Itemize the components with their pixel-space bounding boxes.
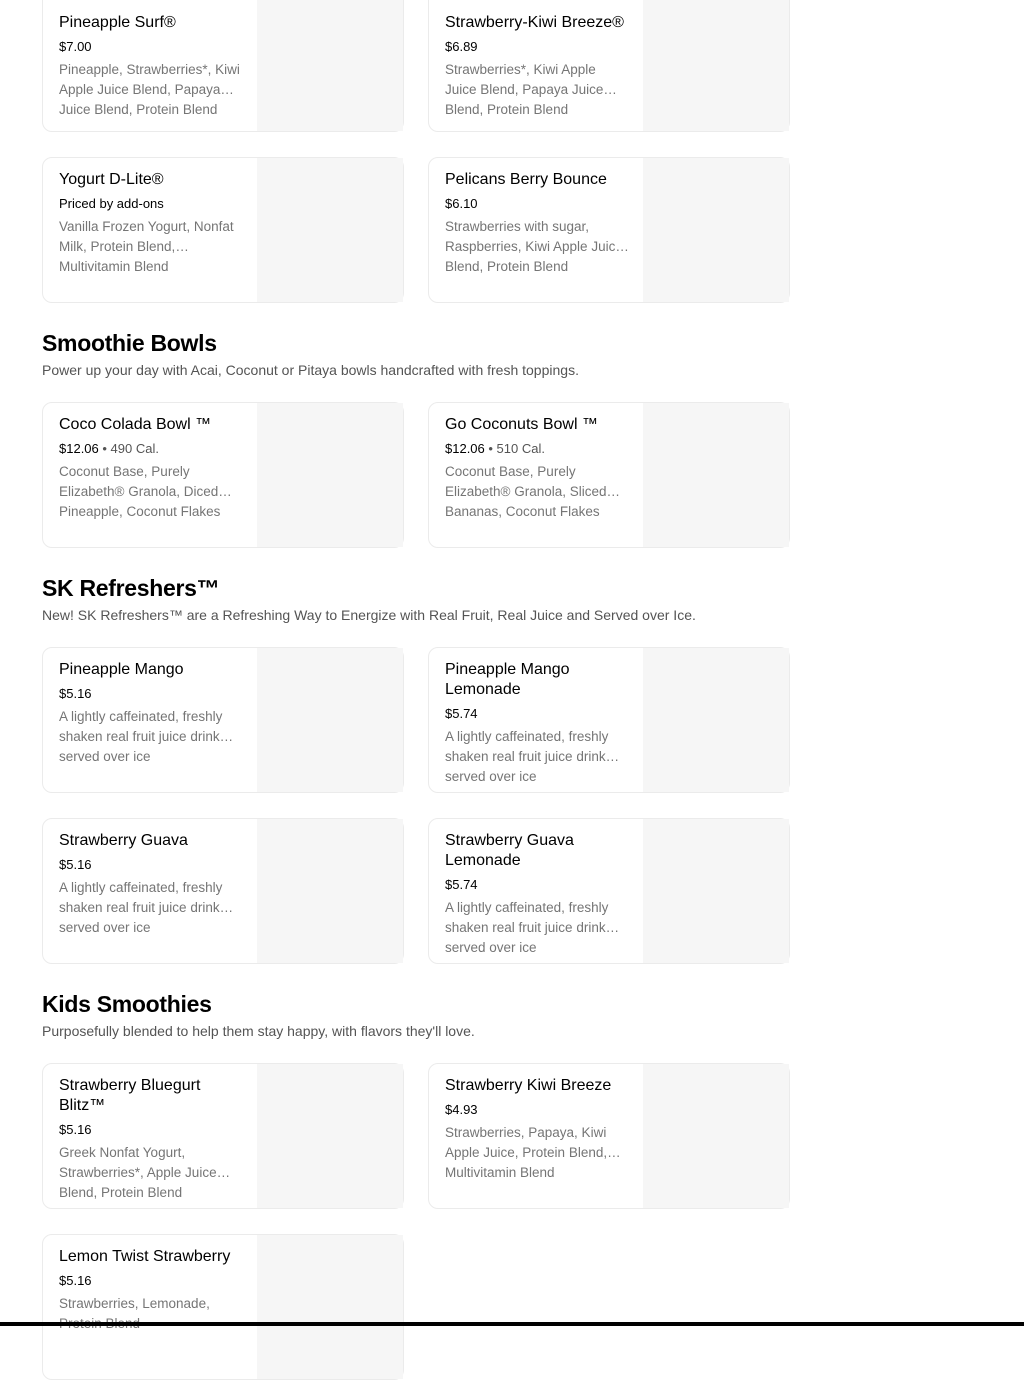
item-name: Pelicans Berry Bounce: [445, 171, 607, 188]
item-description: A lightly caffeinated, freshly shaken real fruit juice drink served over ice: [445, 729, 609, 784]
item-info: [445, 415, 629, 519]
item-price: $5.16: [59, 686, 92, 701]
menu-item-card[interactable]: [428, 1063, 790, 1209]
item-image-placeholder: [257, 819, 403, 963]
menu-item-card[interactable]: [428, 647, 790, 793]
item-description: Coconut Base, Purely Elizabeth® Granola, Diced Pineapple, Coconut Flakes: [59, 464, 221, 519]
item-name: Strawberry-Kiwi Breeze®: [445, 14, 624, 31]
section-subtitle: New! SK Refreshers™ are a Refreshing Way to Energize with Real Fruit, Real Juice and Served over Ice.: [42, 607, 696, 623]
item-info: [59, 660, 243, 764]
menu-item-card[interactable]: [42, 1063, 404, 1209]
item-info: [59, 1076, 243, 1200]
item-info: [59, 831, 243, 935]
item-price: $6.89: [445, 39, 478, 54]
item-info: [445, 831, 629, 955]
menu-item-card[interactable]: [42, 157, 404, 303]
menu-item-card[interactable]: [42, 402, 404, 548]
item-price: $5.74: [445, 877, 478, 892]
menu-item-card[interactable]: [428, 402, 790, 548]
item-description: Strawberries, Lemonade,: [59, 1296, 210, 1311]
item-image-placeholder: [643, 158, 789, 302]
item-name: Pineapple Mango: [59, 661, 184, 678]
item-description: Pineapple, Strawberries*, Kiwi Apple Juice Blend, Papaya Juice Blend, Protein Blend: [59, 62, 240, 117]
item-description: Strawberries with sugar, Raspberries, Kiwi Apple Juice Blend, Protein Blend: [445, 219, 623, 274]
item-image-placeholder: [257, 1235, 403, 1379]
item-name: Coco Colada Bowl ™: [59, 416, 212, 433]
menu-item-card[interactable]: [42, 647, 404, 793]
item-price: $5.16: [59, 857, 92, 872]
item-price: $5.16: [59, 1273, 92, 1288]
item-price: $6.10: [445, 196, 478, 211]
item-price: $5.74: [445, 706, 478, 721]
item-info: [59, 170, 243, 274]
item-description: Strawberries*, Kiwi Apple Juice Blend, Papaya Juice Blend, Protein Blend: [445, 62, 604, 117]
item-dot-separator: •: [484, 441, 497, 456]
menu-item-card[interactable]: [428, 818, 790, 964]
item-info: [445, 170, 629, 274]
item-name: Yogurt D-Lite®: [59, 171, 164, 188]
item-dot-separator: •: [98, 441, 111, 456]
item-image-placeholder: [257, 0, 403, 131]
menu-item-card[interactable]: [428, 0, 790, 132]
item-description: Coconut Base, Purely Elizabeth® Granola, Sliced Bananas, Coconut Flakes: [445, 464, 607, 519]
item-image-placeholder: [643, 819, 789, 963]
item-info: [59, 415, 243, 519]
item-calories: 510 Cal.: [496, 441, 545, 456]
item-description: Greek Nonfat Yogurt, Strawberries*, Apple Juice Blend, Protein Blend: [59, 1145, 217, 1200]
item-description: Vanilla Frozen Yogurt, Nonfat Milk, Protein Blend, Multivitamin Blend: [59, 219, 234, 274]
menu-item-card[interactable]: [42, 1234, 404, 1380]
item-price: [445, 440, 629, 458]
item-price-value: $12.06: [445, 441, 485, 456]
item-name: Strawberry Guava Lemonade: [445, 832, 574, 869]
menu-item-card[interactable]: [42, 818, 404, 964]
menu-item-card[interactable]: [428, 157, 790, 303]
bottom-edge-bar: [0, 1322, 1024, 1326]
item-image-placeholder: [643, 1064, 789, 1208]
item-info: [59, 13, 243, 117]
section-subtitle: Purposefully blended to help them stay happy, with flavors they'll love.: [42, 1023, 475, 1039]
item-description: A lightly caffeinated, freshly shaken real fruit juice drink served over ice: [59, 709, 223, 764]
item-name: Strawberry Kiwi Breeze: [445, 1077, 612, 1094]
item-description: A lightly caffeinated, freshly shaken real fruit juice drink served over ice: [59, 880, 223, 935]
item-price: $7.00: [59, 39, 92, 54]
item-image-placeholder: [257, 648, 403, 792]
item-image-placeholder: [257, 1064, 403, 1208]
item-info: [445, 13, 629, 117]
item-image-placeholder: [643, 648, 789, 792]
item-description: Strawberries, Papaya, Kiwi Apple Juice, Protein Blend, Multivitamin Blend: [445, 1125, 608, 1180]
item-name: Pineapple Surf®: [59, 14, 176, 31]
menu-item-card[interactable]: [42, 0, 404, 132]
item-name: Go Coconuts Bowl ™: [445, 416, 598, 433]
item-image-placeholder: [257, 158, 403, 302]
item-info: [59, 1247, 243, 1334]
item-image-placeholder: [257, 403, 403, 547]
item-price-value: $12.06: [59, 441, 99, 456]
item-image-placeholder: [643, 403, 789, 547]
section-subtitle: Power up your day with Acai, Coconut or Pitaya bowls handcrafted with fresh toppings.: [42, 362, 579, 378]
item-price: $5.16: [59, 1122, 92, 1137]
item-price: [59, 440, 243, 458]
item-image-placeholder: [643, 0, 789, 131]
section-title: Smoothie Bowls: [42, 330, 217, 356]
item-info: [445, 1076, 629, 1180]
item-calories: 490 Cal.: [110, 441, 159, 456]
item-name: Pineapple Mango Lemonade: [445, 661, 570, 698]
section-title: SK Refreshers™: [42, 575, 220, 601]
item-description: A lightly caffeinated, freshly shaken real fruit juice drink served over ice: [445, 900, 609, 955]
item-name: Strawberry Guava: [59, 832, 188, 849]
item-price: $4.93: [445, 1102, 478, 1117]
item-info: [445, 660, 629, 784]
item-name: Lemon Twist Strawberry: [59, 1248, 231, 1265]
item-name: Strawberry Bluegurt Blitz™: [59, 1077, 201, 1114]
section-title: Kids Smoothies: [42, 991, 212, 1017]
item-price: Priced by add-ons: [59, 196, 164, 211]
